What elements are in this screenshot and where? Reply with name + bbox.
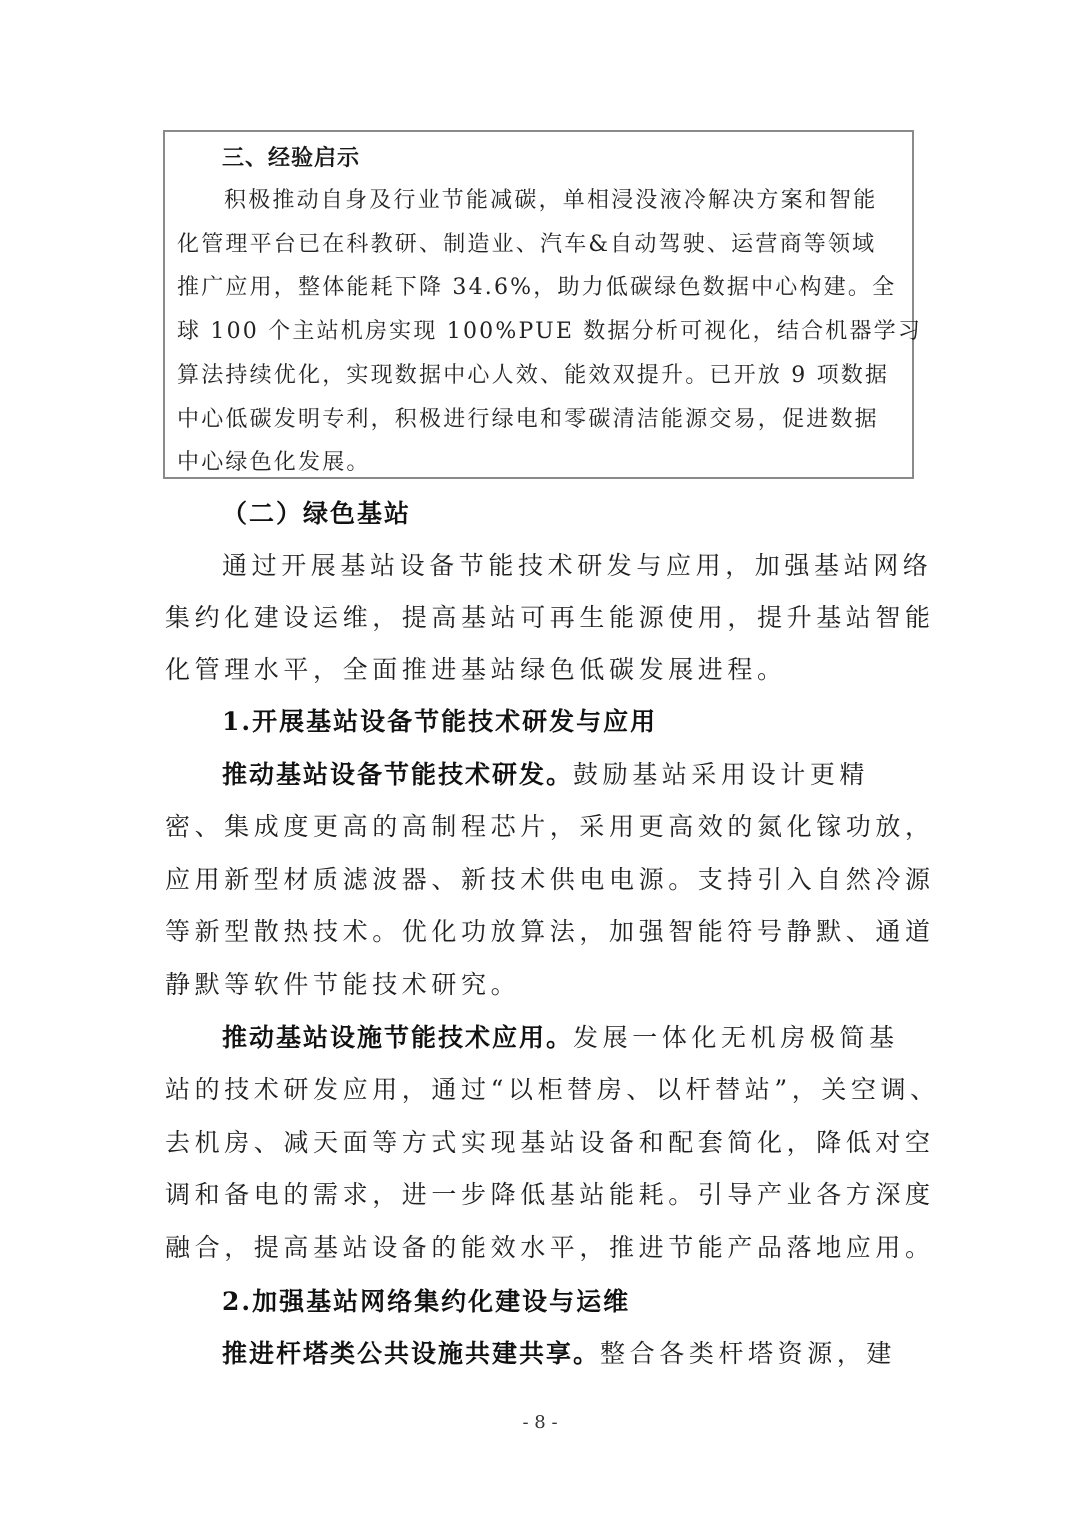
paragraph-line: 静默等软件节能技术研究。 (165, 970, 521, 999)
box-line: 积极推动自身及行业节能减碳，单相浸没液冷解决方案和智能 (224, 188, 878, 213)
paragraph-line (222, 1336, 915, 1372)
paragraph-line: 站的技术研发应用，通过“以柜替房、以杆替站”，关空调、 (165, 1075, 940, 1104)
paragraph-lead: 推进杆塔类公共设施共建共享。 (222, 1339, 601, 1368)
paragraph-line: 化管理水平，全面推进基站绿色低碳发展进程。 (165, 655, 787, 684)
subsection-heading-1: 1.开展基站设备节能技术研发与应用 (222, 707, 658, 736)
paragraph-line: 集约化建设运维，提高基站可再生能源使用，提升基站智能 (165, 603, 935, 632)
paragraph-line (222, 1020, 915, 1056)
paragraph-line: 融合，提高基站设备的能效水平，推进节能产品落地应用。 (165, 1233, 935, 1262)
box-heading: 三、经验启示 (222, 145, 361, 171)
page-number: - 8 - (522, 1412, 558, 1433)
box-line: 中心低碳发明专利，积极进行绿电和零碳清洁能源交易，促进数据 (177, 407, 879, 432)
box-line: 中心绿色化发展。 (177, 450, 371, 475)
paragraph-line (222, 757, 915, 793)
paragraph-line: 调和备电的需求，进一步降低基站能耗。引导产业各方深度 (165, 1180, 935, 1209)
paragraph-lead: 推动基站设施节能技术应用。 (222, 1023, 574, 1052)
paragraph-text: 整合各类杆塔资源，建 (600, 1339, 897, 1368)
section-heading: （二）绿色基站 (222, 499, 412, 528)
subsection-heading-2: 2.加强基站网络集约化建设与运维 (222, 1287, 631, 1316)
paragraph-line: 等新型散热技术。优化功放算法，加强智能符号静默、通道 (165, 917, 935, 946)
paragraph-line: 去机房、减天面等方式实现基站设备和配套简化，降低对空 (165, 1128, 935, 1157)
paragraph-text: 鼓励基站采用设计更精 (573, 760, 870, 789)
paragraph-line: 应用新型材质滤波器、新技术供电电源。支持引入自然冷源 (165, 865, 935, 894)
box-line: 算法持续优化，实现数据中心人效、能效双提升。已开放 9 项数据 (177, 363, 890, 388)
paragraph-text: 发展一体化无机房极简基 (573, 1023, 899, 1052)
box-line: 球 100 个主站机房实现 100%PUE 数据分析可视化，结合机器学习 (177, 319, 923, 344)
box-line: 化管理平台已在科教研、制造业、汽车&自动驾驶、运营商等领域 (177, 232, 877, 257)
paragraph-line: 通过开展基站设备节能技术研发与应用，加强基站网络 (222, 551, 933, 580)
paragraph-lead: 推动基站设备节能技术研发。 (222, 760, 574, 789)
paragraph-line: 密、集成度更高的高制程芯片，采用更高效的氮化镓功放， (165, 812, 935, 841)
box-line: 推广应用，整体能耗下降 34.6%，助力低碳绿色数据中心构建。全 (177, 275, 897, 300)
